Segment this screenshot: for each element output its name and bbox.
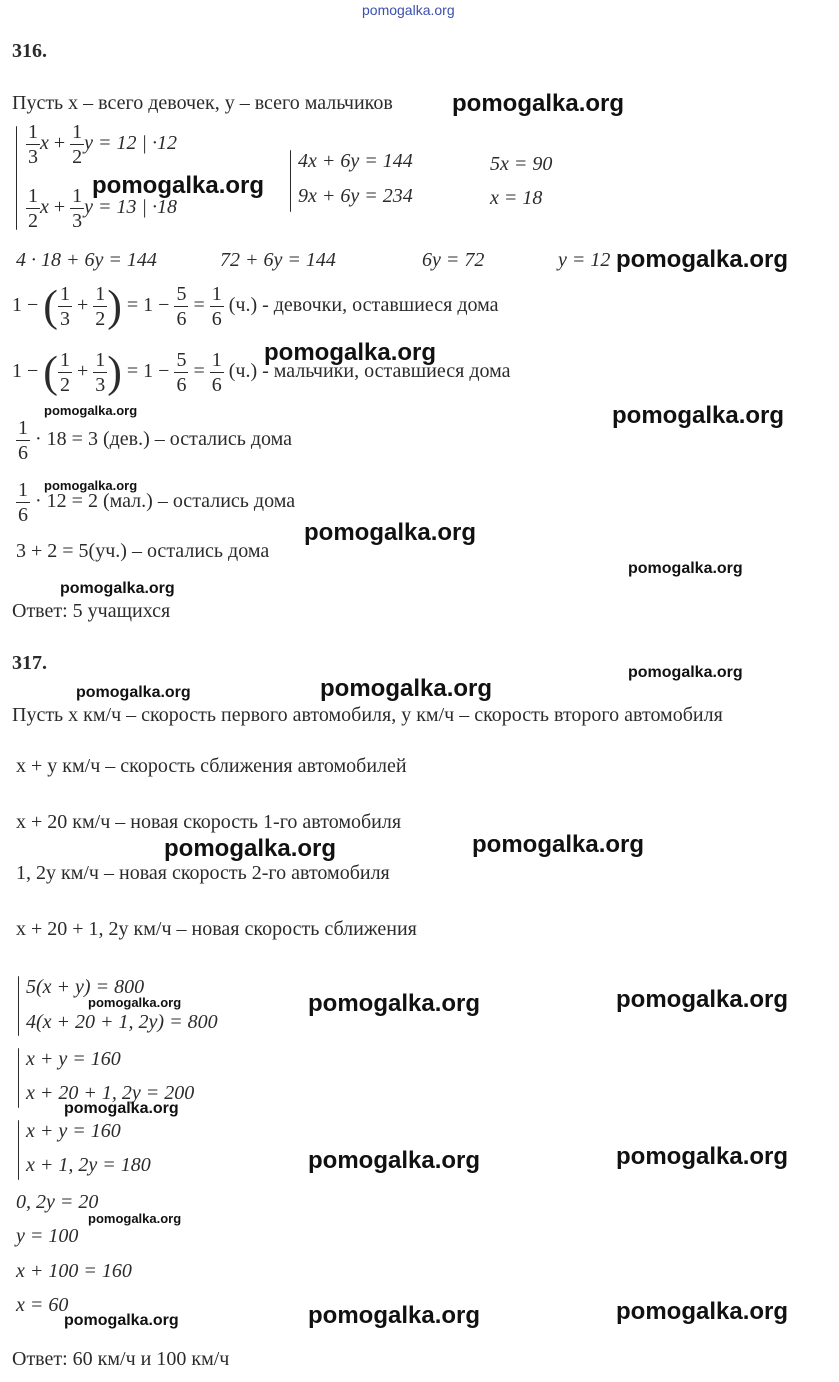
answer-317: Ответ: 60 км/ч и 100 км/ч: [12, 1348, 230, 1370]
equation-b: 72 + 6y = 144: [220, 249, 336, 271]
watermark: pomogalka.org: [44, 403, 138, 418]
line-new-approach: x + 20 + 1, 2y км/ч – новая скорость сближения: [16, 918, 417, 940]
system5-row2: x + 1, 2y = 180: [26, 1154, 151, 1176]
watermark: pomogalka.org: [628, 560, 743, 577]
equation-c: 6y = 72: [422, 249, 485, 271]
system1-row2-tail: y = 13 | ·18: [84, 196, 178, 219]
system2-row1: 4x + 6y = 144: [298, 150, 413, 172]
watermark: pomogalka.org: [64, 1100, 179, 1117]
problem-317-intro: Пусть x км/ч – скорость первого автомобиля, y км/ч – скорость второго автомобиля: [12, 704, 723, 726]
watermark: pomogalka.org: [308, 990, 481, 1017]
system3-row1: 5(x + y) = 800: [26, 976, 145, 998]
system-brace: [290, 150, 291, 212]
watermark: pomogalka.org: [616, 1143, 789, 1170]
watermark: pomogalka.org: [308, 1302, 481, 1329]
line-new-speed-1: x + 20 км/ч – новая скорость 1-го автомобиля: [16, 811, 402, 833]
system1-row1: $\frac{1}{3}$ x + $\frac{1}{2}$ y = 12 | ·12: [28, 121, 178, 168]
equation-a: 4 · 18 + 6y = 144: [16, 249, 157, 271]
equation-d: y = 12: [558, 249, 611, 271]
boys-fraction-tail: (ч.) - мальчики, оставшиеся дома: [228, 360, 511, 383]
equation-e1: 0, 2y = 20: [16, 1191, 99, 1213]
girls-home-text: · 18 = 3 (дев.) – остались дома: [35, 428, 293, 451]
watermark: pomogalka.org: [612, 402, 785, 429]
watermark: pomogalka.org: [320, 675, 493, 702]
girls-fraction-line: 1 − ( $\frac{1}{3}$ + $\frac{1}{2}$ ) = 1 − $\frac{5}{6}$ = $\frac{1}{6}$ (ч.) - девочки, оставшиеся дома: [12, 281, 499, 331]
system-brace: [18, 1120, 19, 1180]
site-header-watermark[interactable]: pomogalka.org: [362, 2, 455, 18]
boys-home-text: · 12 = 2 (мал.) – остались дома: [35, 490, 296, 513]
watermark: pomogalka.org: [88, 995, 182, 1010]
line-approach-speed: x + y км/ч – скорость сближения автомобилей: [16, 755, 407, 777]
watermark: pomogalka.org: [264, 339, 437, 366]
system2-row2: 9x + 6y = 234: [298, 185, 413, 207]
boys-fraction-line: 1 − ( $\frac{1}{2}$ + $\frac{1}{3}$ ) = 1 − $\frac{5}{6}$ = $\frac{1}{6}$ (ч.) - мальчики, оставшиеся дома: [12, 347, 511, 397]
girls-home-line: $\frac{1}{6}$ · 18 = 3 (дев.) – остались дома: [18, 417, 293, 464]
girls-fraction-tail: (ч.) - девочки, оставшиеся дома: [228, 294, 499, 317]
watermark: pomogalka.org: [164, 835, 337, 862]
equation-e2: y = 100: [16, 1225, 79, 1247]
watermark: pomogalka.org: [88, 1211, 182, 1226]
answer-316: Ответ: 5 учащихся: [12, 600, 171, 622]
watermark: pomogalka.org: [76, 684, 191, 701]
problem-316-intro: Пусть x – всего девочек, y – всего мальчиков: [12, 92, 393, 114]
system-brace: [18, 1048, 19, 1108]
watermark: pomogalka.org: [64, 1312, 179, 1329]
watermark: pomogalka.org: [616, 246, 789, 273]
watermark: pomogalka.org: [616, 986, 789, 1013]
total-home-line: 3 + 2 = 5(уч.) – остались дома: [16, 540, 270, 562]
watermark: pomogalka.org: [616, 1298, 789, 1325]
problem-317-number: 317.: [12, 652, 47, 674]
watermark: pomogalka.org: [308, 1147, 481, 1174]
system1-row2: $\frac{1}{2}$ x + $\frac{1}{3}$ y = 13 | ·18: [28, 185, 178, 232]
watermark: pomogalka.org: [304, 519, 477, 546]
system5-row1: x + y = 160: [26, 1120, 121, 1142]
system1-row1-tail: y = 12 | ·12: [84, 132, 178, 155]
result-row2: x = 18: [490, 187, 543, 209]
equation-e4: x = 60: [16, 1294, 69, 1316]
watermark: pomogalka.org: [472, 831, 645, 858]
system3-row2: 4(x + 20 + 1, 2y) = 800: [26, 1011, 218, 1033]
system4-row2: x + 20 + 1, 2y = 200: [26, 1082, 195, 1104]
watermark: pomogalka.org: [452, 90, 625, 117]
system-brace: [16, 126, 17, 230]
equation-e3: x + 100 = 160: [16, 1260, 132, 1282]
watermark: pomogalka.org: [60, 580, 175, 597]
line-new-speed-2: 1, 2y км/ч – новая скорость 2-го автомобиля: [16, 862, 390, 884]
watermark: pomogalka.org: [44, 478, 138, 493]
watermark: pomogalka.org: [92, 172, 265, 199]
system-brace: [18, 976, 19, 1036]
result-row1: 5x = 90: [490, 153, 553, 175]
problem-316-number: 316.: [12, 40, 47, 62]
system4-row1: x + y = 160: [26, 1048, 121, 1070]
watermark: pomogalka.org: [628, 664, 743, 681]
boys-home-line: $\frac{1}{6}$ · 12 = 2 (мал.) – остались дома: [18, 479, 296, 526]
